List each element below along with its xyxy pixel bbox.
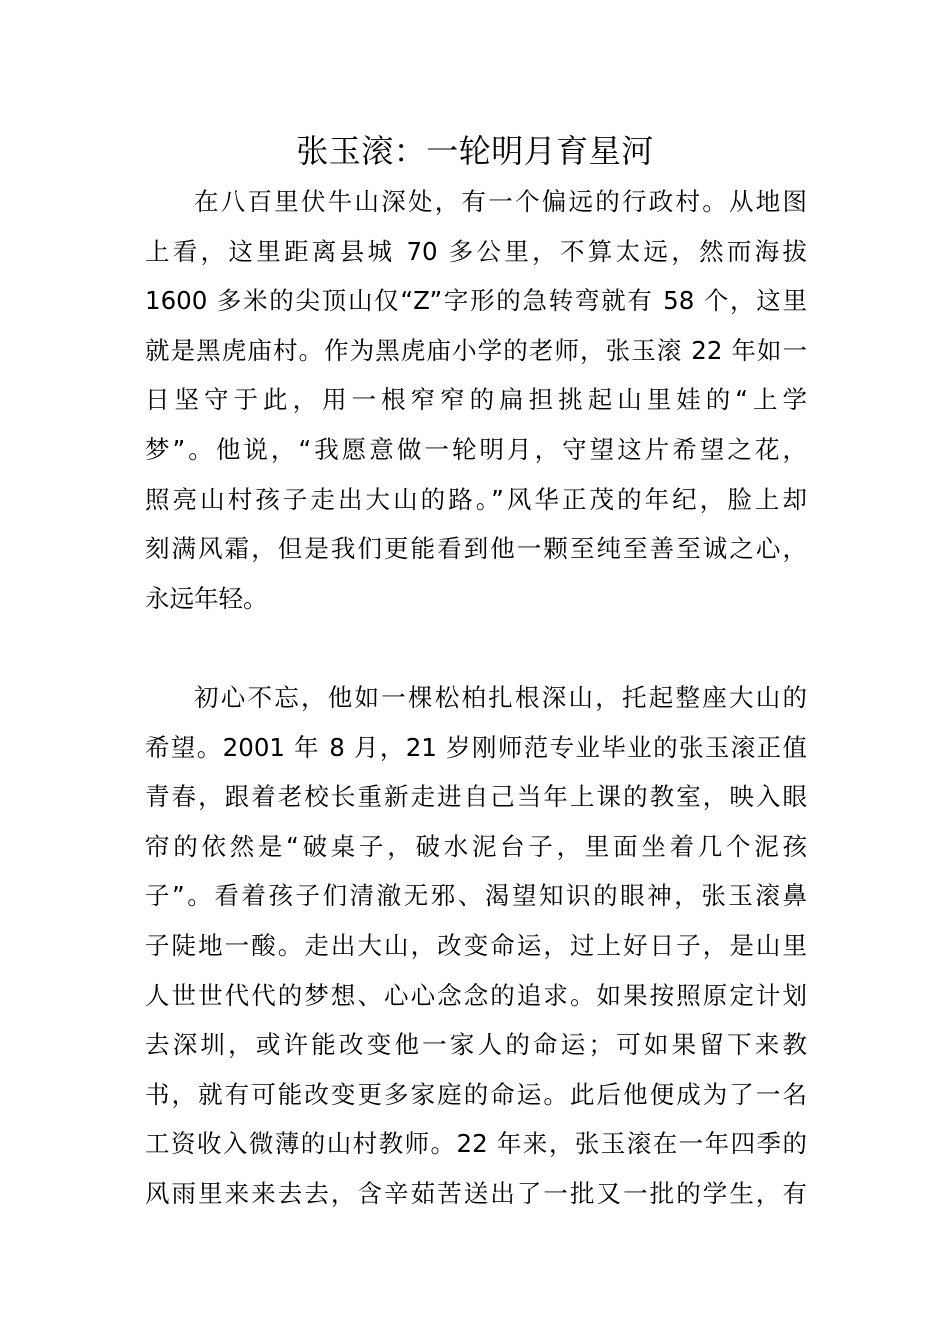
paragraph-line: 永远年轻。 <box>145 583 268 613</box>
paragraph-line: 书，就有可能改变更多家庭的命运。此后他便成为了一名 <box>145 1079 807 1109</box>
paragraph-2 <box>145 673 807 1219</box>
paragraph-line: 工资收入微薄的山村教师。22 年来，张玉滚在一年四季的 <box>145 1129 807 1159</box>
paragraph-line: 子”。看着孩子们清澈无邪、渴望知识的眼神，张玉滚鼻 <box>145 881 807 911</box>
paragraph-line: 初心不忘，他如一棵松柏扎根深山，托起整座大山的 <box>194 683 807 712</box>
paragraph-line: 上看，这里距离县城 70 多公里，不算太远，然而海拔 <box>145 236 807 266</box>
paragraph-line: 梦”。他说，“我愿意做一轮明月，守望这片希望之花， <box>145 434 807 464</box>
paragraph-line: 刻满风霜，但是我们更能看到他一颗至纯至善至诚之心， <box>145 534 807 564</box>
paragraph-line: 就是黑虎庙村。作为黑虎庙小学的老师，张玉滚 22 年如一 <box>145 335 807 365</box>
paragraph-line: 子陡地一酸。走出大山，改变命运，过上好日子，是山里 <box>145 930 807 960</box>
paragraph-line: 1600 多米的尖顶山仅“Z”字形的急转弯就有 58 个，这里 <box>145 286 807 316</box>
page-title: 张玉滚：一轮明月育星河 <box>296 132 654 170</box>
paragraph-1 <box>145 177 807 623</box>
paragraph-line: 日坚守于此，用一根窄窄的扁担挑起山里娃的“上学 <box>145 385 807 415</box>
paragraph-line: 希望。2001 年 8 月，21 岁刚师范专业毕业的张玉滚正值 <box>145 732 807 762</box>
paragraph-line: 去深圳，或许能改变他一家人的命运；可如果留下来教 <box>145 1030 807 1060</box>
paragraph-line: 在八百里伏牛山深处，有一个偏远的行政村。从地图 <box>194 187 807 216</box>
paragraph-line: 照亮山村孩子走出大山的路。”风华正茂的年纪，脸上却 <box>145 484 807 514</box>
paragraph-line: 风雨里来来去去，含辛茹苦送出了一批又一批的学生，有 <box>145 1178 807 1208</box>
paragraph-line: 帘的依然是“破桌子，破水泥台子，里面坐着几个泥孩 <box>145 831 807 861</box>
paragraph-line: 青春，跟着老校长重新走进自己当年上课的教室，映入眼 <box>145 782 807 812</box>
paragraph-line: 人世世代代的梦想、心心念念的追求。如果按照原定计划 <box>145 980 807 1010</box>
